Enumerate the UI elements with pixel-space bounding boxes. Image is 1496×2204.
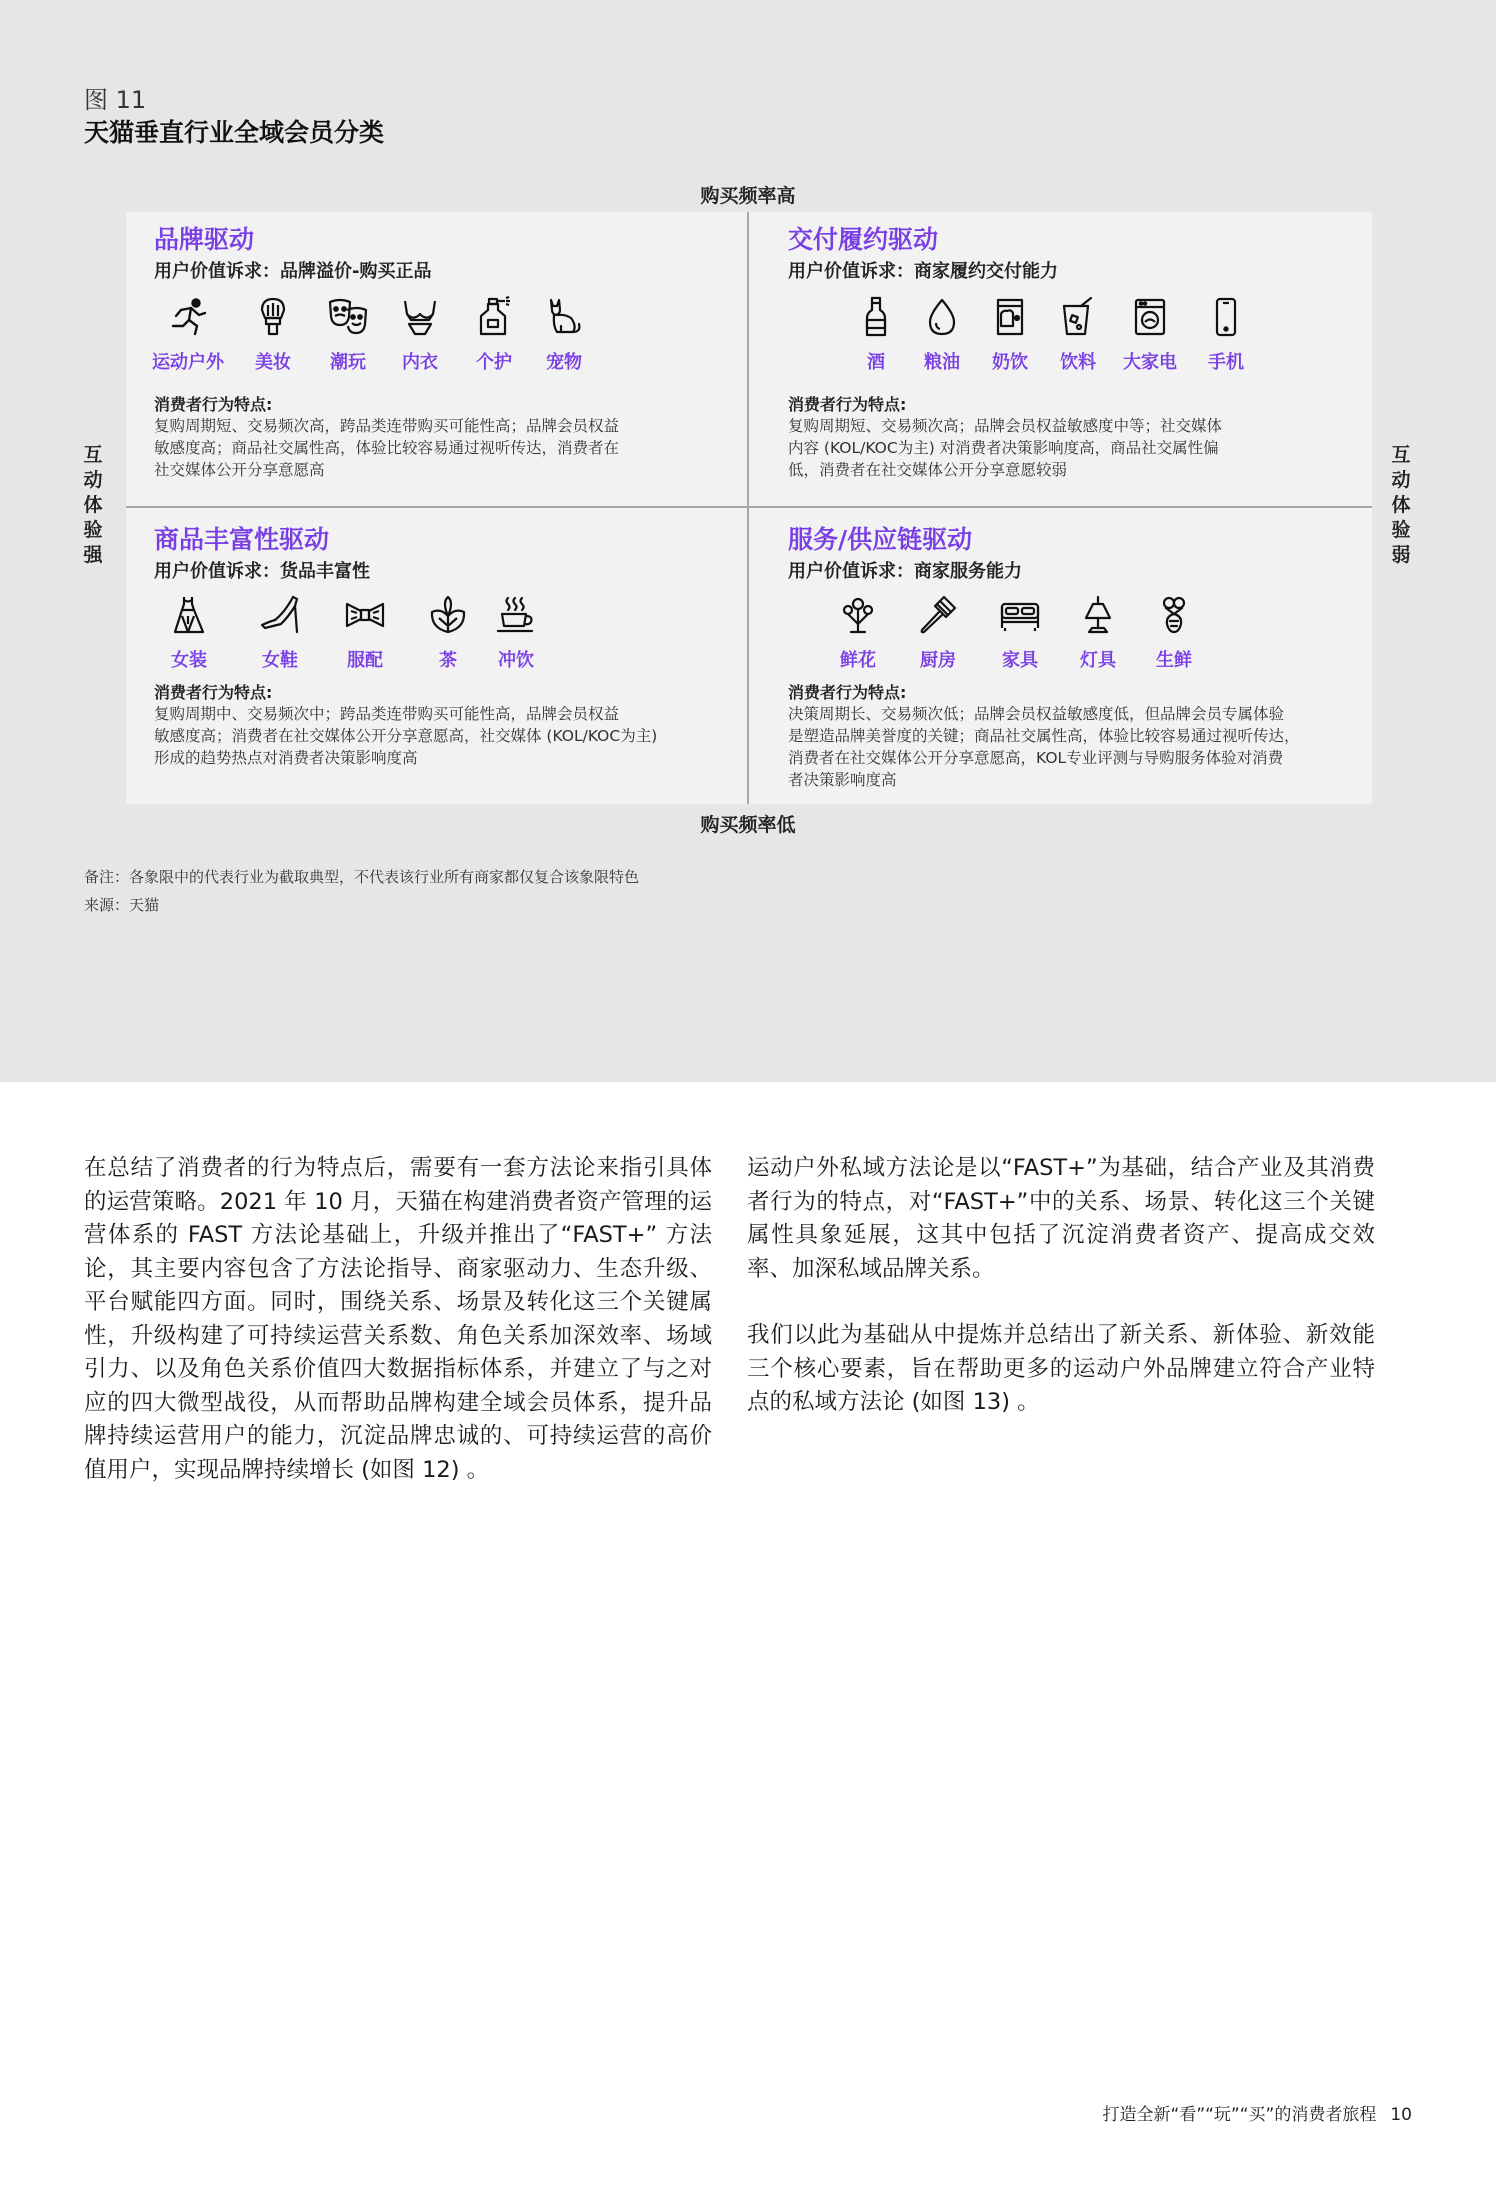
behavior-line: 低，消费者在社交媒体公开分享意愿较弱 — [788, 461, 1068, 479]
body-paragraph: 运动户外私域方法论是以“FAST+”为基础，结合产业及其消费者行为的特点，对“FAST+”中的关系、场景、转化这三个关键属性具象延展，这其中包括了沉淀消费者资产、提高成交效率、加深私域品牌关系。 — [747, 1155, 1375, 1282]
industry-item — [906, 296, 978, 374]
axis-label-top: 购买频率高 — [700, 185, 796, 207]
drop-icon — [921, 296, 963, 338]
industry-label: 运动户外 — [152, 352, 224, 373]
behavior-line: 社交媒体公开分享意愿高 — [154, 461, 325, 479]
industry-label: 冲饮 — [498, 650, 534, 671]
behavior-line: 敏感度高；消费者在社交媒体公开分享意愿高，社交媒体 (KOL/KOC为主) — [154, 727, 658, 745]
industry-item — [528, 296, 600, 374]
figure-note: 备注：各象限中的代表行业为截取典型，不代表该行业所有商家都仅复合该象限特色 — [84, 868, 640, 886]
high-heel-icon — [259, 594, 301, 636]
body-column-right — [747, 1152, 1375, 1420]
industry-item — [384, 296, 456, 374]
industry-item — [822, 594, 894, 672]
industry-label: 奶饮 — [992, 352, 1028, 373]
lamp-icon — [1077, 594, 1119, 636]
behavior-line: 形成的趋势热点对消费者决策影响度高 — [154, 749, 418, 767]
body-paragraph: 我们以此为基础从中提炼并总结出了新关系、新体验、新效能三个核心要素，旨在帮助更多的运动户外品牌建立符合产业特点的私域方法论 (如图 13) 。 — [747, 1322, 1375, 1415]
behavior-text — [788, 703, 1358, 791]
industry-label: 手机 — [1208, 352, 1244, 373]
industry-label: 大家电 — [1123, 352, 1177, 373]
industry-item — [244, 594, 316, 672]
industry-label: 内衣 — [402, 352, 438, 373]
cat-icon — [543, 296, 585, 338]
behavior-text — [154, 415, 734, 481]
flower-icon — [837, 594, 879, 636]
industry-item — [1190, 296, 1262, 374]
page-footer — [1103, 2100, 1412, 2125]
behavior-line: 者决策影响度高 — [788, 771, 897, 789]
industry-item — [153, 594, 225, 672]
behavior-line: 敏感度高；商品社交属性高，体验比较容易通过视听传达，消费者在 — [154, 439, 620, 457]
quadrant-title: 商品丰富性驱动 — [154, 525, 330, 554]
footer-title: 打造全新“看”“玩”“买”的消费者旅程 — [1102, 2105, 1377, 2125]
quadrant-fulfillment-driven — [788, 224, 1358, 481]
quadrant-subtitle: 用户价值诉求：品牌溢价-购买正品 — [154, 261, 432, 282]
industry-item — [480, 594, 552, 672]
behavior-heading: 消费者行为特点: — [154, 395, 273, 414]
body-paragraph: 在总结了消费者的行为特点后，需要有一套方法论来指引具体的运营策略。2021 年 10 月，天猫在构建消费者资产管理的运营体系的 FAST 方法论基础上，升级并推出了“FAST+” 方法论，其主要内容包含了方法论指导、商家驱动力、生态升级、平台赋能四方面。同时，围绕关系、场景及转化这三个关键属性，升级构建了可持续运营关系数、角色关系加深效率、场域引力、以及角色关系价值四大数据指标体系，并建立了与之对应的四大微型战役，从而帮助品牌构建全域会员体系，提升品牌持续运营用户的能力，沉淀品牌忠诚的、可持续运营的高价值用户，实现品牌持续增长 (如图 12) 。 — [84, 1155, 712, 1483]
industry-label: 潮玩 — [330, 352, 366, 373]
industry-label: 家具 — [1002, 650, 1038, 671]
industry-icons — [788, 594, 1358, 682]
behavior-line: 复购周期中、交易频次中；跨品类连带购买可能性高，品牌会员权益 — [154, 705, 620, 723]
industry-item — [1114, 296, 1186, 374]
axis-label-left: 互动体验强 — [83, 444, 103, 566]
figure-label: 图 11 — [84, 86, 147, 114]
quadrant-title: 品牌驱动 — [154, 225, 255, 254]
industry-icons — [154, 594, 734, 682]
horizontal-divider — [126, 506, 1372, 508]
industry-item — [840, 296, 912, 374]
figure-source: 来源：天猫 — [84, 896, 160, 914]
industry-label: 生鲜 — [1156, 650, 1192, 671]
mask-icon — [327, 296, 369, 338]
behavior-line: 消费者在社交媒体公开分享意愿高，KOL专业评测与导购服务体验对消费 — [788, 749, 1284, 767]
quadrant-subtitle: 用户价值诉求：货品丰富性 — [154, 561, 370, 582]
milk-icon — [989, 296, 1031, 338]
behavior-line: 复购周期短、交易频次高，跨品类连带购买可能性高；品牌会员权益 — [154, 417, 620, 435]
industry-label: 粮油 — [924, 352, 960, 373]
quadrant-title: 交付履约驱动 — [788, 225, 939, 254]
behavior-text — [154, 703, 734, 769]
tea-leaf-icon — [427, 594, 469, 636]
industry-label: 灯具 — [1080, 650, 1116, 671]
industry-label: 个护 — [476, 352, 512, 373]
bow-tie-icon — [344, 594, 386, 636]
figure-panel — [0, 0, 1496, 1082]
fresh-food-icon — [1153, 594, 1195, 636]
industry-item — [1138, 594, 1210, 672]
behavior-heading: 消费者行为特点: — [788, 395, 907, 414]
industry-item — [152, 296, 224, 374]
axis-label-right: 互动体验弱 — [1391, 444, 1411, 566]
vertical-divider — [747, 212, 749, 804]
spray-bottle-icon — [473, 296, 515, 338]
industry-item — [312, 296, 384, 374]
industry-label: 饮料 — [1060, 352, 1096, 373]
phone-icon — [1205, 296, 1247, 338]
industry-label: 厨房 — [920, 650, 956, 671]
spatula-icon — [917, 594, 959, 636]
industry-label: 女装 — [171, 650, 207, 671]
page-number: 10 — [1390, 2105, 1412, 2125]
industry-label: 鲜花 — [840, 650, 876, 671]
industry-item — [902, 594, 974, 672]
quadrant-brand-driven — [154, 224, 734, 481]
figure-title: 天猫垂直行业全域会员分类 — [84, 118, 385, 147]
industry-icons — [154, 296, 734, 384]
quadrant-service-driven — [788, 524, 1358, 791]
behavior-line: 复购周期短、交易频次高；品牌会员权益敏感度中等；社交媒体 — [788, 417, 1223, 435]
industry-item — [237, 296, 309, 374]
washing-machine-icon — [1129, 296, 1171, 338]
industry-item — [974, 296, 1046, 374]
quadrant-title: 服务/供应链驱动 — [788, 525, 973, 554]
body-column-left — [84, 1152, 712, 1487]
bed-icon — [992, 594, 1048, 636]
behavior-text — [788, 415, 1358, 481]
dress-icon — [168, 594, 210, 636]
industry-item — [1042, 296, 1114, 374]
industry-icons — [788, 296, 1358, 384]
industry-item — [984, 594, 1056, 672]
behavior-heading: 消费者行为特点: — [788, 683, 907, 702]
industry-label: 茶 — [439, 650, 457, 671]
industry-item — [1062, 594, 1134, 672]
industry-label: 美妆 — [255, 352, 291, 373]
behavior-line: 是塑造品牌美誉度的关键；商品社交属性高，体验比较容易通过视听传达， — [788, 727, 1300, 745]
bottle-icon — [855, 296, 897, 338]
industry-label: 酒 — [867, 352, 885, 373]
behavior-line: 决策周期长、交易频次低；品牌会员权益敏感度低，但品牌会员专属体验 — [788, 705, 1285, 723]
bra-icon — [399, 296, 441, 338]
industry-item — [458, 296, 530, 374]
brush-icon — [252, 296, 294, 338]
hot-drink-icon — [495, 594, 537, 636]
quadrant-assortment-driven — [154, 524, 734, 769]
quadrant-subtitle: 用户价值诉求：商家服务能力 — [788, 561, 1022, 582]
industry-label: 女鞋 — [262, 650, 298, 671]
behavior-heading: 消费者行为特点: — [154, 683, 273, 702]
industry-label: 宠物 — [546, 352, 582, 373]
quadrant-subtitle: 用户价值诉求：商家履约交付能力 — [788, 261, 1058, 282]
behavior-line: 内容 (KOL/KOC为主) 对消费者决策影响度高，商品社交属性偏 — [788, 439, 1219, 457]
industry-label: 服配 — [347, 650, 383, 671]
axis-label-bottom: 购买频率低 — [700, 814, 796, 836]
industry-item — [412, 594, 484, 672]
industry-item — [329, 594, 401, 672]
running-icon — [167, 296, 209, 338]
quadrant-matrix — [126, 212, 1372, 804]
cup-icon — [1057, 296, 1099, 338]
